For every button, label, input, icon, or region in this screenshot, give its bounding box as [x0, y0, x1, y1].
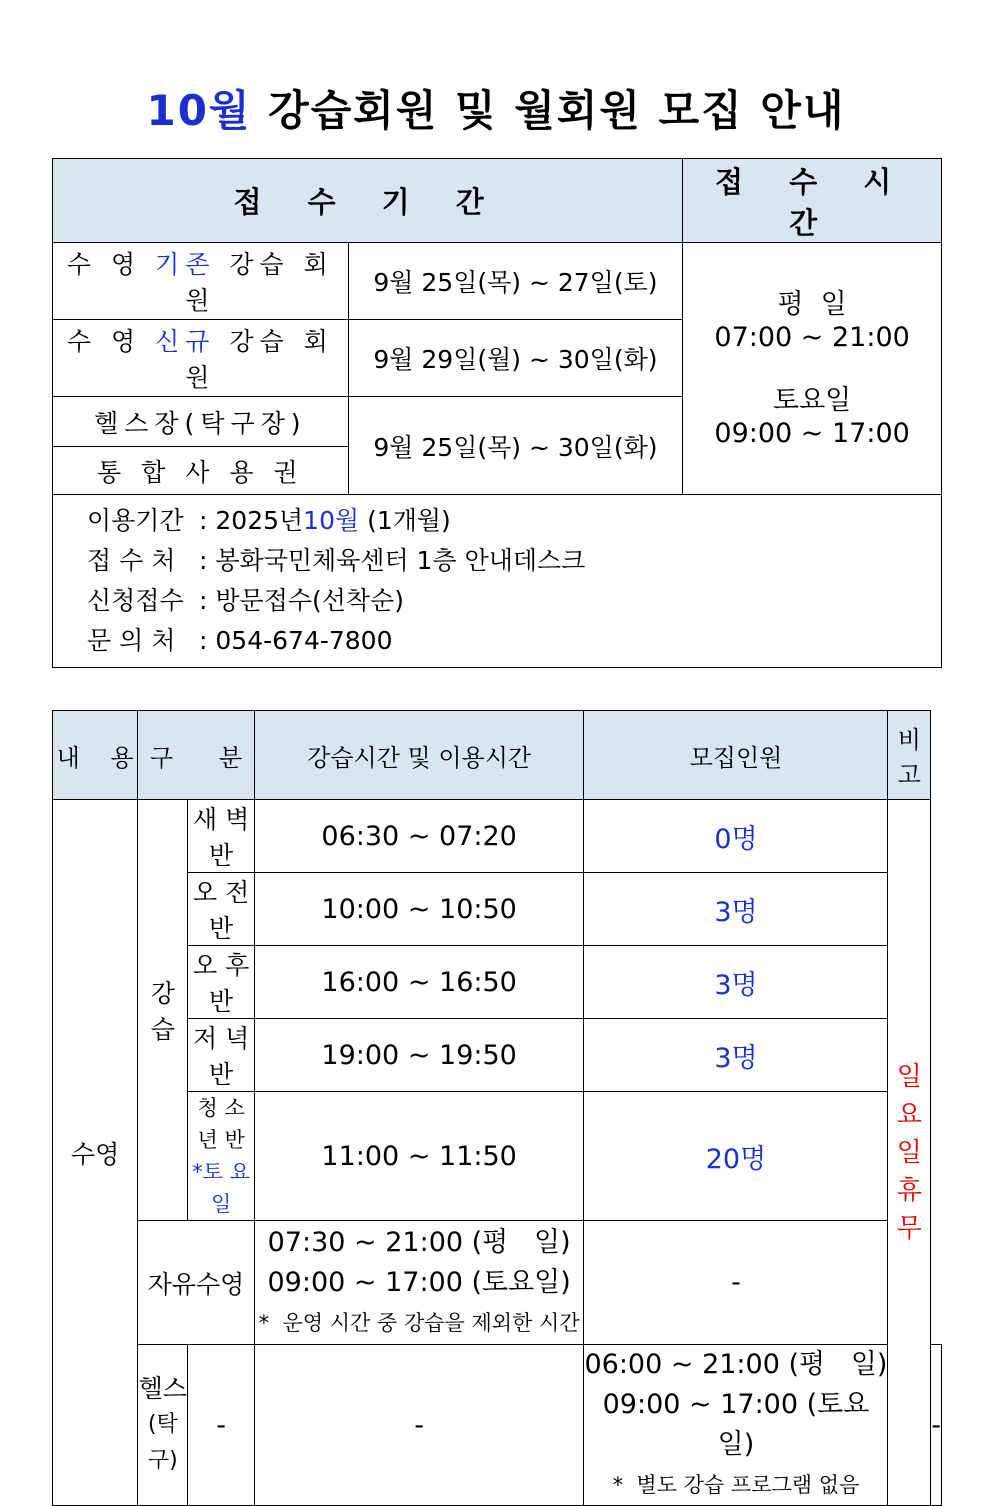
- swim-label: 수영: [53, 800, 138, 1506]
- header-time: 접 수 시 간: [683, 159, 942, 243]
- class-time: 06:30 ~ 07:20: [254, 800, 584, 873]
- class-capacity: 3명: [584, 873, 888, 946]
- class-capacity: 20명: [584, 1092, 888, 1221]
- free-swim-label: 자유수영: [138, 1221, 255, 1345]
- header-period: 접 수 기 간: [53, 159, 683, 243]
- header-category: 구 분: [138, 711, 255, 800]
- page-title: [0, 78, 992, 138]
- category-existing-swim: 수 영 기존 강습 회원: [53, 243, 349, 320]
- class-name: 새 벽 반: [188, 800, 254, 873]
- weekday-time: 07:00 ~ 21:00: [714, 321, 910, 353]
- class-name-youth: 청 소 년 반 *토 요 일: [188, 1092, 254, 1221]
- class-capacity: 3명: [584, 1019, 888, 1092]
- title-month: 10월: [146, 86, 252, 135]
- reception-hours: [683, 243, 942, 495]
- saturday-label: 토요일: [772, 384, 852, 416]
- dates-new: 9월 29일(월) ~ 30일(화): [348, 320, 683, 397]
- header-time-col: 강습시간 및 이용시간: [254, 711, 584, 800]
- health-capacity: -: [931, 1345, 942, 1506]
- health-col2: -: [254, 1345, 584, 1506]
- class-time: 11:00 ~ 11:50: [254, 1092, 584, 1221]
- class-name: 저 녁 반: [188, 1019, 254, 1092]
- header-content: 내 용: [53, 711, 138, 800]
- class-time: 10:00 ~ 10:50: [254, 873, 584, 946]
- registration-table: [52, 158, 942, 668]
- class-time: 16:00 ~ 16:50: [254, 946, 584, 1019]
- class-capacity: 0명: [584, 800, 888, 873]
- header-note: 비고: [888, 711, 931, 800]
- class-name: 오 후 반: [188, 946, 254, 1019]
- dates-shared: 9월 25일(목) ~ 30일(화): [348, 397, 683, 495]
- info-method: 신청접수 : 방문접수(선착순): [87, 586, 404, 615]
- schedule-table: [52, 710, 942, 1506]
- health-label: 헬스 (탁구): [138, 1345, 188, 1506]
- class-time: 19:00 ~ 19:50: [254, 1019, 584, 1092]
- title-text: 강습회원 및 월회원 모집 안내: [268, 86, 846, 135]
- lesson-label: 강 습: [138, 800, 188, 1221]
- health-col1: -: [188, 1345, 254, 1506]
- class-capacity: 3명: [584, 946, 888, 1019]
- dates-existing: 9월 25일(목) ~ 27일(토): [348, 243, 683, 320]
- category-gym: 헬스장(탁구장): [53, 397, 349, 447]
- saturday-time: 09:00 ~ 17:00: [714, 417, 910, 449]
- health-times: 06:00 ~ 21:00 (평 일) 09:00 ~ 17:00 (토요일) * 별도 강습 프로그램 없음: [584, 1345, 888, 1506]
- header-capacity: 모집인원: [584, 711, 888, 800]
- category-combined-pass: 통 합 사 용 권: [53, 447, 349, 495]
- category-new-swim: 수 영 신규 강습 회원: [53, 320, 349, 397]
- class-name: 오 전 반: [188, 873, 254, 946]
- free-swim-times: 07:30 ~ 21:00 (평 일) 09:00 ~ 17:00 (토요일) * 운영 시간 중 강습을 제외한 시간: [254, 1221, 584, 1345]
- free-swim-capacity: -: [584, 1221, 888, 1345]
- info-period: 이용기간 : 2025년 10월 (1개월): [87, 506, 451, 535]
- weekday-label: 평 일: [777, 288, 847, 320]
- info-block: [53, 495, 942, 668]
- remark-sunday-closed: 일요일 휴무: [888, 800, 931, 1506]
- info-contact: 문 의 처 : 054-674-7800: [87, 626, 393, 655]
- info-place: 접 수 처 : 봉화국민체육센터 1층 안내데스크: [87, 546, 586, 575]
